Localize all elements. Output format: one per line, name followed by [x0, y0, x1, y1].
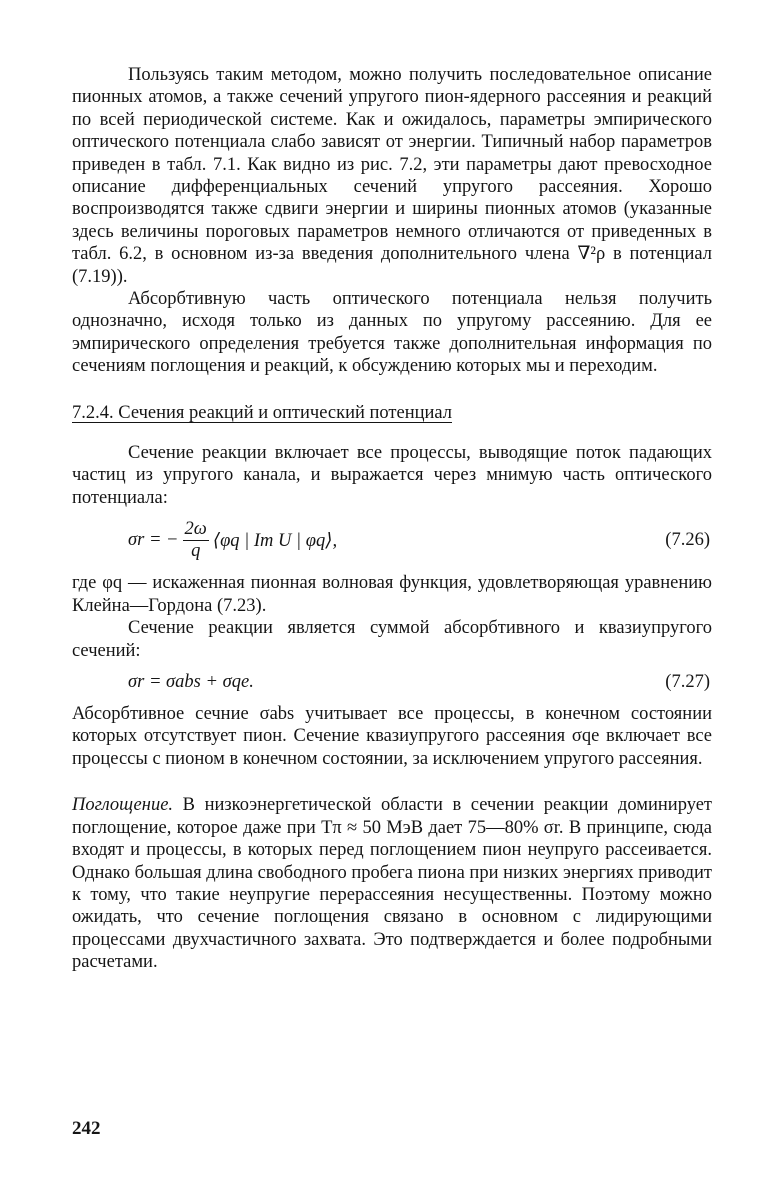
section-title: 7.2.4. Сечения реакций и оптический потенциал — [72, 402, 452, 423]
equation-1-rhs: ⟨φq | Im U | φq⟩, — [212, 530, 338, 551]
equation-1-number: (7.26) — [665, 530, 710, 551]
paragraph-6: Абсорбтивное сечние σabs учитывает все процессы, в конечном состоянии которых отсутствует пион. Сечение квазиупругого рассеяния σqe включает все процессы с пионом в конечном состоянии, за исключением упругого рассеяния. — [72, 704, 712, 769]
paragraph-2: Абсорбтивную часть оптического потенциала нельзя получить однозначно, исходя только из данных по упругому рассеянию. Для ее эмпирического определения требуется также дополнительная информация по сечениям поглощения и реакций, к обсуждению которых мы и переходим. — [72, 289, 712, 377]
equation-7-27 — [72, 672, 712, 693]
paragraph-7 — [72, 794, 712, 973]
paragraph-5: Сечение реакции является суммой абсорбтивного и квазиупругого сечений: — [72, 618, 712, 661]
paragraph-3: Сечение реакции включает все процессы, выводящие поток падающих частиц из упругого канала, и выражается через мнимую часть оптического потенциала: — [72, 442, 712, 508]
equation-2-text: σr = σabs + σqe. — [128, 672, 254, 693]
paragraph-1: Пользуясь таким методом, можно получить последовательное описание пионных атомов, а также сечений упругого пион-ядерного рассеяния и реакций по всей периодической системе. Как и ожидалось, параметры эмпирического оптического потенциала слабо зависят от энергии. Типичный набор параметров приведен в табл. 7.1. Как видно из рис. 7.2, эти параметры дают превосходное описание дифференциальных сечений упругого рассеяния. Хорошо воспроизводятся также сдвиги энергии и ширины пионных атомов (указанные здесь величины пороговых параметров немного отличаются от приведенных в табл. 6.2, в основном из-за введения дополнительного члена ∇²ρ в потенциал (7.19)). — [72, 65, 712, 287]
paragraph-7-body: В низкоэнергетической области в сечении реакции доминирует поглощение, которое даже при Tπ ≈ 50 МэВ дает 75—80% σr. В принципе, сюда входят и процессы, в которых перед поглощением пион неупруго рассеивается. Однако большая длина свободного пробега пиона при низких энергиях приводит к тому, что такие неупругие перерассеяния несущественны. Поэтому можно ожидать, что сечение поглощения связано в основном с лидирующими процессами двухчастичного захвата. Это подтверждается и более подробными расчетами. — [72, 795, 712, 973]
page-body — [72, 64, 712, 974]
equation-2-number: (7.27) — [665, 672, 710, 693]
paragraph-7-lead: Поглощение. — [72, 795, 174, 816]
equation-7-26 — [72, 519, 712, 563]
equation-1-fraction — [183, 519, 209, 563]
equation-1-denominator: q — [191, 541, 201, 562]
paragraph-4: где φq — искаженная пионная волновая функция, удовлетворяющая уравнению Клейна—Гордона (7.23). — [72, 573, 712, 616]
equation-1-lhs: σr = − — [128, 530, 179, 551]
page-number: 242 — [72, 1118, 101, 1139]
equation-1-numerator: 2ω — [183, 519, 209, 541]
